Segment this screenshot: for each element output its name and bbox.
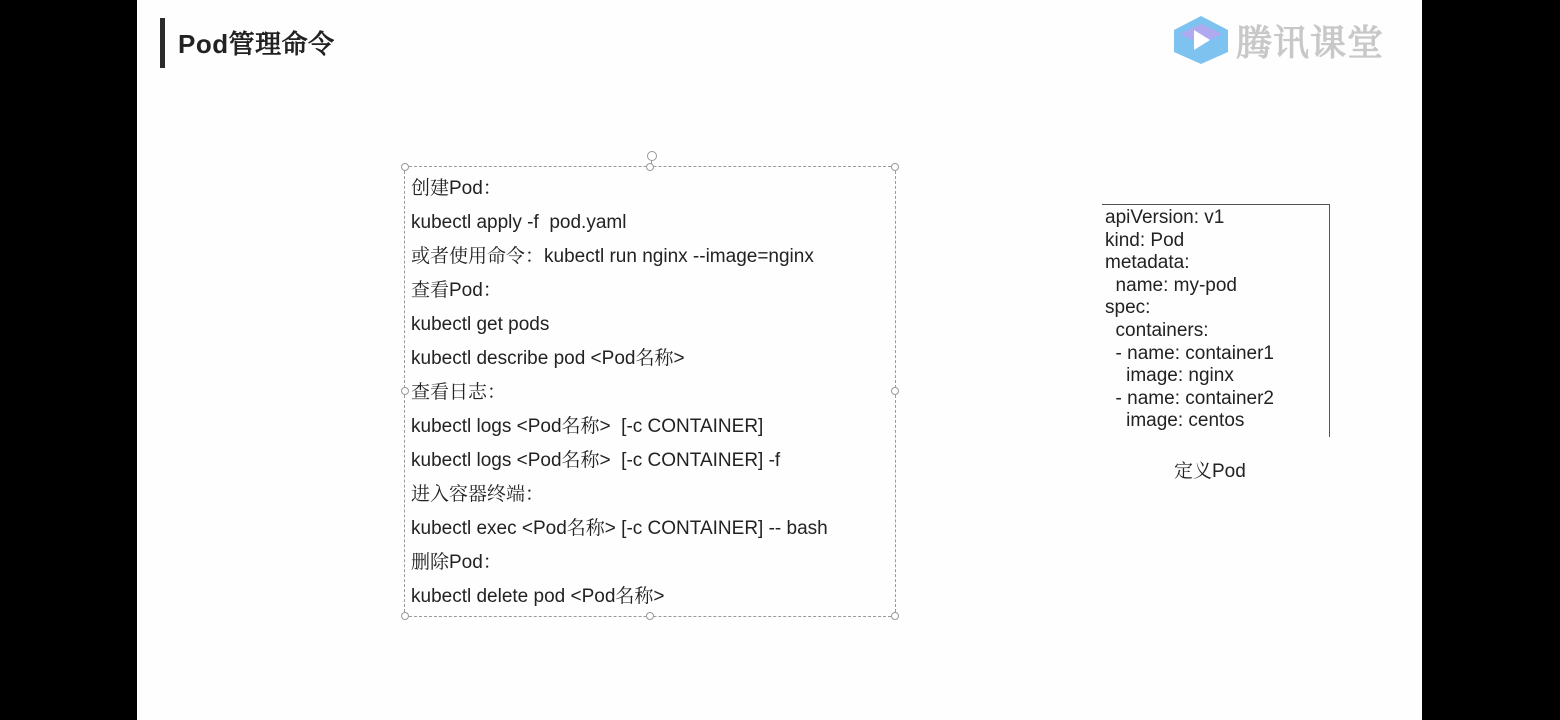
yaml-line: kind: Pod (1105, 229, 1185, 251)
resize-handle-sw[interactable] (401, 612, 409, 620)
title-accent-bar (160, 18, 165, 68)
yaml-line: - name: container1 (1105, 342, 1274, 364)
yaml-line: apiVersion: v1 (1105, 207, 1225, 228)
command-line: kubectl get pods (411, 314, 550, 335)
yaml-line: metadata: (1105, 252, 1190, 274)
yaml-line: name: my-pod (1105, 274, 1237, 296)
command-line: 查看Pod： (411, 280, 502, 301)
command-line: kubectl delete pod <Pod名称> (411, 586, 665, 607)
resize-handle-ne[interactable] (891, 163, 899, 171)
yaml-line: image: centos (1105, 410, 1245, 432)
rotate-handle[interactable] (647, 151, 657, 161)
yaml-caption: 定义Pod (1174, 461, 1246, 482)
command-list (411, 175, 828, 617)
command-line: 删除Pod： (411, 552, 502, 573)
resize-handle-se[interactable] (891, 612, 899, 620)
slide-title: Pod管理命令 (178, 29, 335, 59)
pod-yaml-box (1102, 204, 1330, 437)
command-line: 或者使用命令：kubectl run nginx --image=nginx (411, 246, 814, 267)
command-line: kubectl apply -f pod.yaml (411, 212, 627, 233)
command-line: 进入容器终端： (411, 484, 545, 505)
presentation-slide (137, 0, 1422, 720)
command-textbox[interactable] (404, 166, 896, 617)
tencent-classroom-play-icon (1170, 14, 1232, 66)
yaml-line: spec: (1105, 297, 1151, 319)
resize-handle-nw[interactable] (401, 163, 409, 171)
command-line: 创建Pod： (411, 178, 502, 199)
command-line: kubectl describe pod <Pod名称> (411, 348, 685, 369)
resize-handle-n[interactable] (646, 163, 654, 171)
command-line: kubectl logs <Pod名称> [-c CONTAINER] -f (411, 450, 781, 471)
command-line: kubectl logs <Pod名称> [-c CONTAINER] (411, 416, 764, 437)
yaml-line: - name: container2 (1105, 387, 1274, 409)
command-line: 查看日志： (411, 382, 507, 403)
command-line: kubectl exec <Pod名称> [-c CONTAINER] -- bash (411, 518, 828, 539)
tencent-classroom-logo (1170, 12, 1390, 68)
yaml-line: containers: (1105, 319, 1209, 341)
logo-text: 腾讯课堂 (1236, 21, 1385, 63)
yaml-line: image: nginx (1105, 365, 1234, 387)
resize-handle-e[interactable] (891, 387, 899, 395)
resize-handle-w[interactable] (401, 387, 409, 395)
yaml-lines (1105, 207, 1274, 433)
